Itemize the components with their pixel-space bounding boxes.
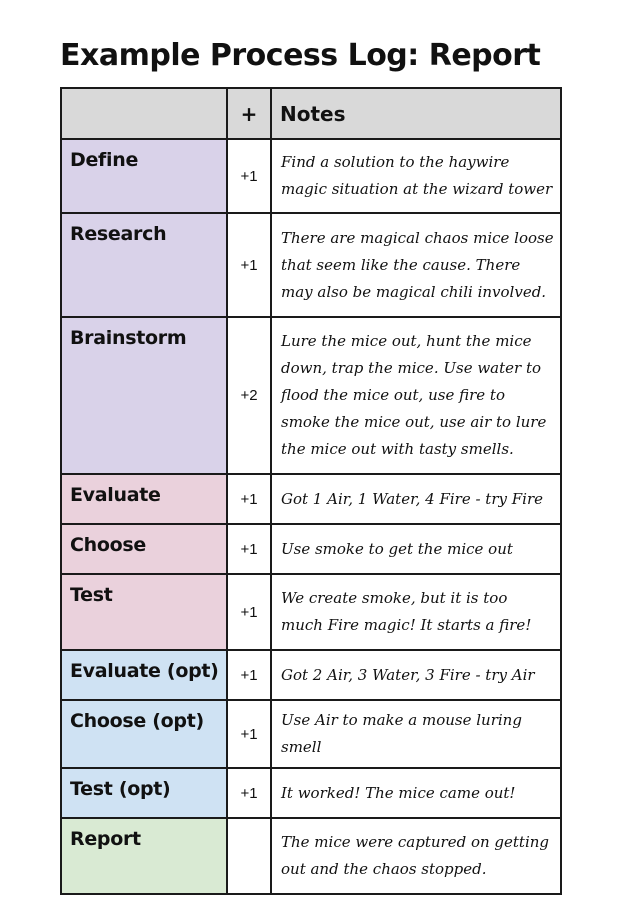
table-row [61,474,561,524]
points-cell: +1 [227,213,271,317]
header-notes: Notes [271,88,561,139]
notes-cell: There are magical chaos mice loose that seem like the cause. There may also be magical chili involved. [271,213,561,317]
points-cell [227,818,271,894]
points-cell: +2 [227,317,271,474]
step-test-opt: Test (opt) [61,768,227,818]
points-cell: +1 [227,139,271,213]
page-title: Example Process Log: Report [60,38,541,73]
step-test: Test [61,574,227,650]
points-cell: +1 [227,768,271,818]
header-plus: + [227,88,271,139]
table-row [61,650,561,700]
step-brainstorm: Brainstorm [61,317,227,474]
table-row [61,524,561,574]
step-evaluate: Evaluate [61,474,227,524]
process-log-table [60,87,562,895]
notes-cell: Got 2 Air, 3 Water, 3 Fire - try Air [271,650,561,700]
table-row [61,768,561,818]
notes-cell: Use smoke to get the mice out [271,524,561,574]
table-row [61,213,561,317]
table-row [61,574,561,650]
table-row [61,818,561,894]
table-row [61,139,561,213]
notes-cell: The mice were captured on getting out and the chaos stopped. [271,818,561,894]
table-row [61,700,561,768]
notes-cell: Find a solution to the haywire magic situation at the wizard tower [271,139,561,213]
notes-cell: We create smoke, but it is too much Fire magic! It starts a fire! [271,574,561,650]
notes-cell: Lure the mice out, hunt the mice down, trap the mice. Use water to flood the mice out, use fire to smoke the mice out, use air to lure the mice out with tasty smells. [271,317,561,474]
table-row [61,317,561,474]
step-define: Define [61,139,227,213]
step-report: Report [61,818,227,894]
notes-cell: Use Air to make a mouse luring smell [271,700,561,768]
points-cell: +1 [227,524,271,574]
notes-cell: It worked! The mice came out! [271,768,561,818]
points-cell: +1 [227,574,271,650]
step-choose-opt: Choose (opt) [61,700,227,768]
header-step [61,88,227,139]
header-row [61,88,561,139]
points-cell: +1 [227,474,271,524]
step-evaluate-opt: Evaluate (opt) [61,650,227,700]
notes-cell: Got 1 Air, 1 Water, 4 Fire - try Fire [271,474,561,524]
points-cell: +1 [227,700,271,768]
step-choose: Choose [61,524,227,574]
points-cell: +1 [227,650,271,700]
step-research: Research [61,213,227,317]
